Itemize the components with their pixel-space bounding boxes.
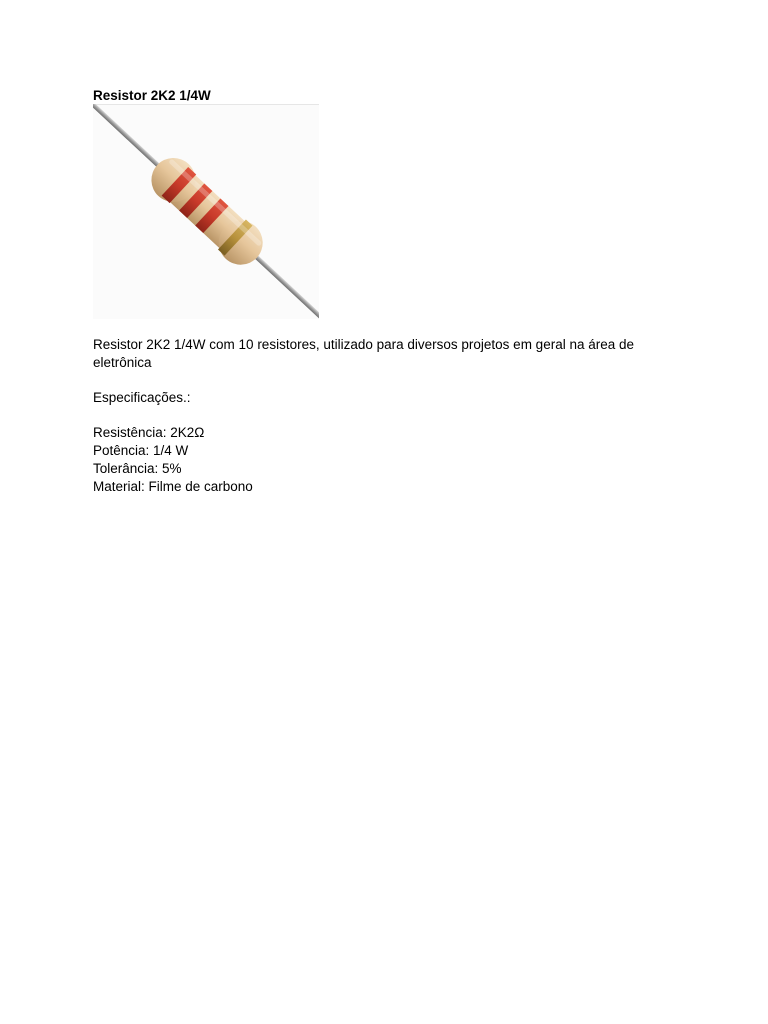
- document-content: [93, 87, 693, 496]
- spec-material: Material: Filme de carbono: [93, 479, 253, 494]
- resistor-photo: [93, 104, 319, 319]
- spec-tolerance: Tolerância: 5%: [93, 461, 182, 476]
- specifications-heading: Especificações.:: [93, 390, 191, 405]
- product-description: Resistor 2K2 1/4W com 10 resistores, utilizado para diversos projetos em geral na área de eletrônica: [93, 337, 635, 370]
- spec-power: Potência: 1/4 W: [93, 443, 189, 458]
- specifications-list: [93, 424, 693, 496]
- spec-resistance: Resistência: 2K2Ω: [93, 425, 205, 440]
- product-title: Resistor 2K2 1/4W: [93, 88, 211, 103]
